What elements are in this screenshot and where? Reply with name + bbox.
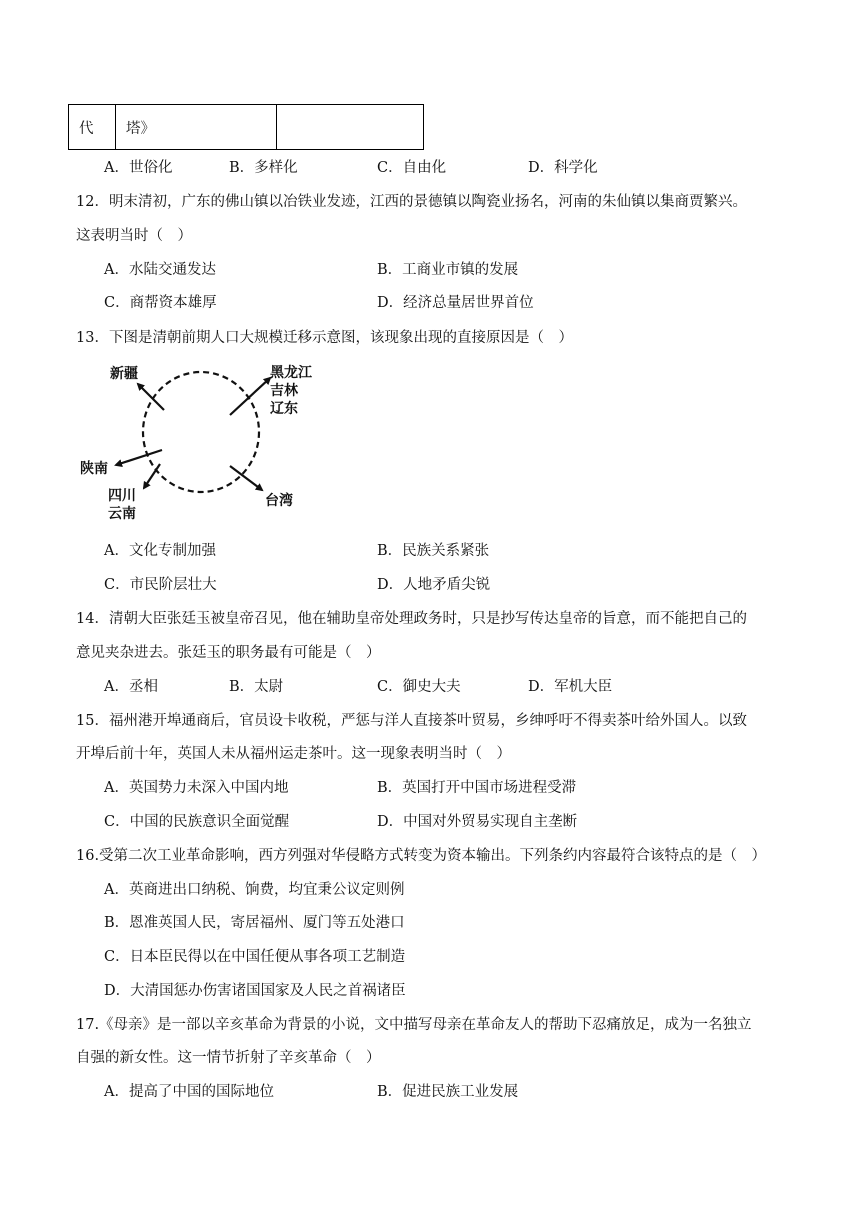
q15-stem-line1: 15．福州港开埠通商后，官员设卡收税，严惩与洋人直接茶叶贸易，乡绅呼吁不得卖茶叶给外国人。以致 bbox=[76, 713, 747, 729]
label-xinjiang: 新疆 bbox=[110, 366, 138, 382]
table-cell: 塔》 bbox=[116, 105, 277, 150]
q13-option-a: A．文化专制加强 bbox=[104, 543, 216, 559]
comparison-table-fragment bbox=[68, 104, 424, 150]
q15-option-c: C．中国的民族意识全面觉醒 bbox=[104, 814, 290, 830]
q11-option-b: B．多样化 bbox=[229, 160, 298, 176]
q17-option-b: B．促进民族工业发展 bbox=[377, 1084, 519, 1100]
q13-option-d: D．人地矛盾尖锐 bbox=[377, 577, 491, 593]
q12-option-d: D．经济总量居世界首位 bbox=[377, 295, 534, 311]
table-cell: 代 bbox=[69, 105, 116, 150]
q13-option-c: C．市民阶层壮大 bbox=[104, 577, 217, 593]
q14-stem-line2: 意见夹杂进去。张廷玉的职务最有可能是（ ） bbox=[76, 645, 381, 661]
q12-stem-line1: 12．明末清初，广东的佛山镇以冶铁业发迹，江西的景德镇以陶瓷业扬名，河南的朱仙镇以集商贾繁兴。 bbox=[76, 194, 747, 210]
q16-option-b: B．恩准英国人民，寄居福州、厦门等五处港口 bbox=[104, 915, 405, 931]
q11-option-a: A．世俗化 bbox=[104, 160, 173, 176]
q12-option-b: B．工商业市镇的发展 bbox=[377, 262, 519, 278]
arrow-to-shaannan bbox=[116, 450, 162, 465]
q15-option-a: A．英国势力未深入中国内地 bbox=[104, 780, 289, 796]
q13-stem: 13．下图是清朝前期人口大规模迁移示意图，该现象出现的直接原因是（ ） bbox=[76, 330, 573, 346]
label-jilin: 吉林 bbox=[270, 383, 298, 399]
q12-option-c: C．商帮资本雄厚 bbox=[104, 295, 217, 311]
q14-option-c: C．御史大夫 bbox=[377, 679, 461, 695]
q15-option-b: B．英国打开中国市场进程受滞 bbox=[377, 780, 577, 796]
q15-option-d: D．中国对外贸易实现自主垄断 bbox=[377, 814, 578, 830]
q17-option-a: A．提高了中国的国际地位 bbox=[104, 1084, 274, 1100]
label-liaodong: 辽东 bbox=[270, 401, 298, 417]
label-sichuan: 四川 bbox=[108, 488, 136, 504]
label-taiwan: 台湾 bbox=[265, 493, 293, 509]
q15-stem-line2: 开埠后前十年，英国人未从福州运走茶叶。这一现象表明当时（ ） bbox=[76, 746, 511, 762]
q14-stem-line1: 14．清朝大臣张廷玉被皇帝召见，他在辅助皇帝处理政务时，只是抄写传达皇帝的旨意，而不能把自己的 bbox=[76, 611, 747, 627]
q11-option-c: C．自由化 bbox=[377, 160, 447, 176]
label-shaannan: 陕南 bbox=[80, 461, 108, 477]
q16-option-a: A．英商进出口纳税、饷费，均宜秉公议定则例 bbox=[104, 882, 405, 898]
table-row bbox=[69, 105, 424, 150]
q14-option-b: B．太尉 bbox=[229, 679, 284, 695]
q13-option-b: B．民族关系紧张 bbox=[377, 543, 490, 559]
q16-option-d: D．大清国惩办伤害诸国国家及人民之首祸诸臣 bbox=[104, 983, 406, 999]
q11-option-d: D．科学化 bbox=[528, 160, 598, 176]
table-cell bbox=[277, 105, 424, 150]
q12-option-a: A．水陆交通发达 bbox=[104, 262, 216, 278]
q17-stem-line2: 自强的新女性。这一情节折射了辛亥革命（ ） bbox=[76, 1050, 381, 1066]
label-heilongjiang: 黑龙江 bbox=[270, 365, 312, 381]
q16-option-c: C．日本臣民得以在中国任便从事各项工艺制造 bbox=[104, 949, 406, 965]
label-yunnan: 云南 bbox=[108, 506, 136, 522]
q14-option-d: D．军机大臣 bbox=[528, 679, 613, 695]
q14-option-a: A．丞相 bbox=[104, 679, 158, 695]
arrow-to-sichuan-yunnan bbox=[144, 464, 160, 488]
migration-diagram bbox=[78, 358, 328, 528]
q12-stem-line2: 这表明当时（ ） bbox=[76, 228, 192, 244]
q16-stem: 16.受第二次工业革命影响，西方列强对华侵略方式转变为资本输出。下列条约内容最符合该特点的是（ ） bbox=[76, 848, 767, 864]
q17-stem-line1: 17.《母亲》是一部以辛亥革命为背景的小说，文中描写母亲在革命友人的帮助下忍痛放足，成为一名独立 bbox=[76, 1017, 752, 1033]
